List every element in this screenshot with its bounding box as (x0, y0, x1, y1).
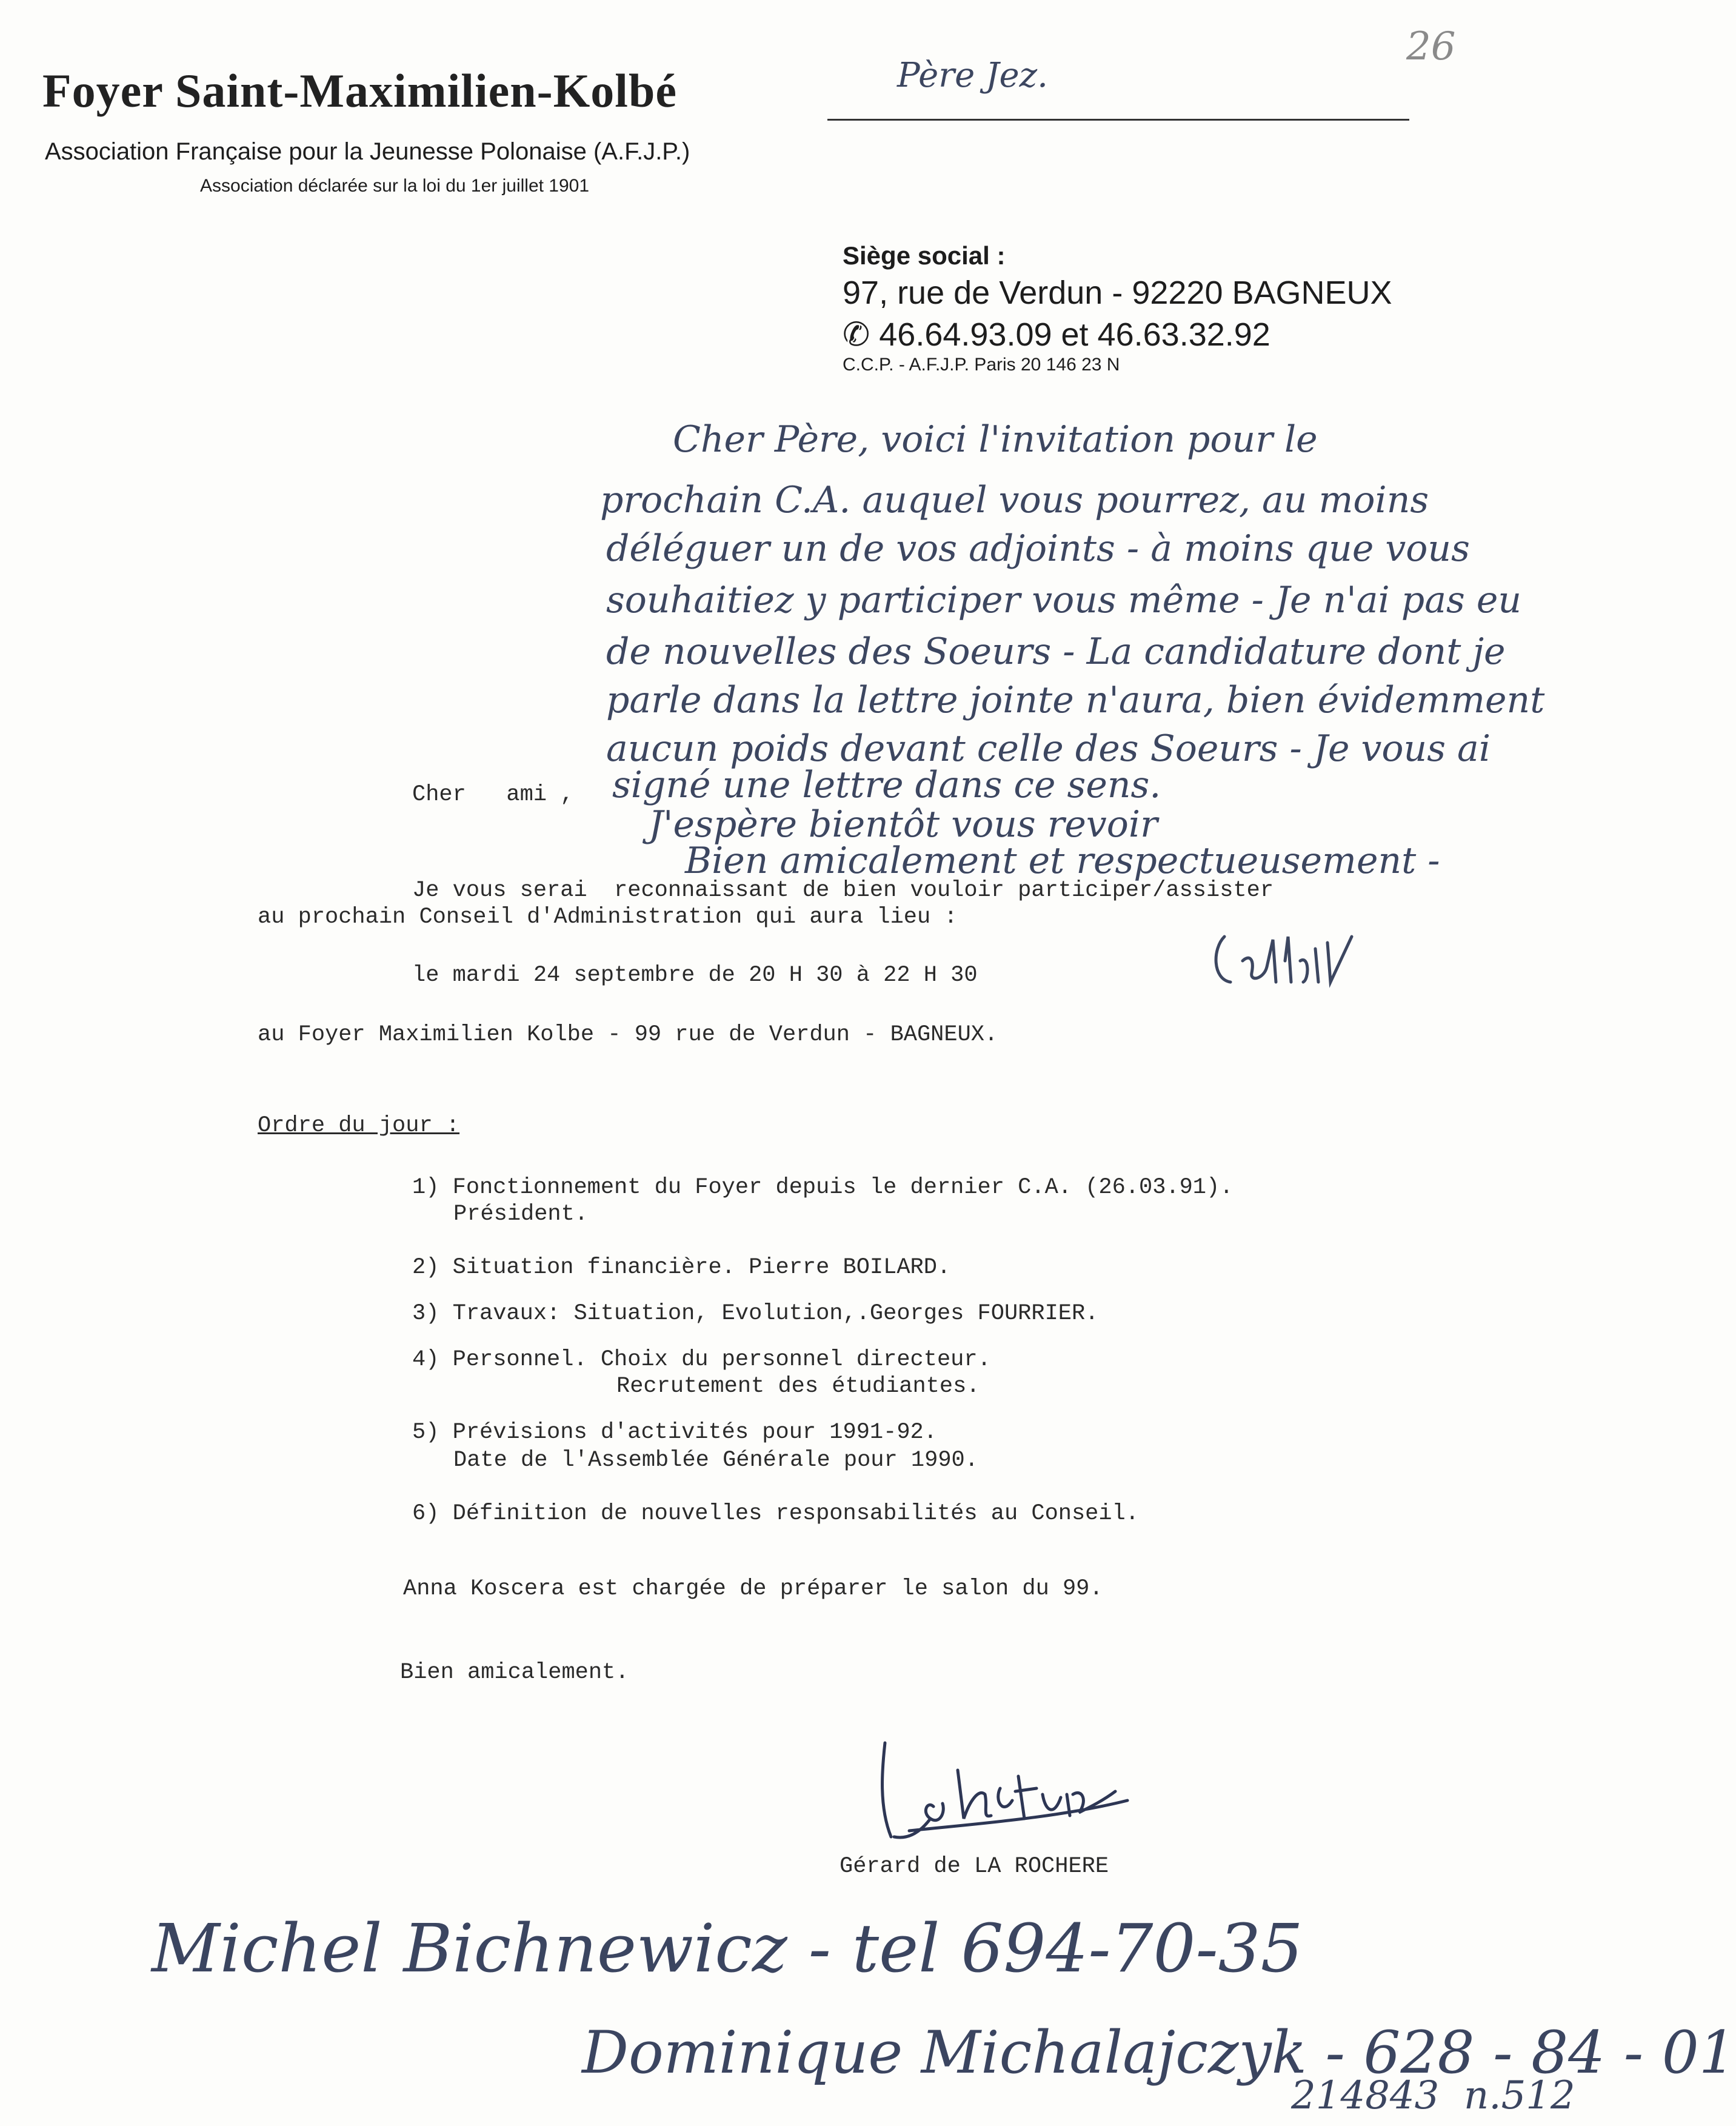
letterhead-rule (827, 119, 1409, 121)
intro-line-1: Je vous serai reconnaissant de bien vouloir participer/assister (412, 878, 1274, 903)
agenda-item: 3) Travaux: Situation, Evolution,.Georges FOURRIER. (412, 1301, 1099, 1326)
note-line: de nouvelles des Soeurs - La candidature dont je (606, 630, 1506, 673)
agenda-item-detail: Président. (453, 1202, 589, 1227)
agenda-item-detail: Date de l'Assemblée Générale pour 1990. (453, 1448, 978, 1473)
org-subtitle: Association Française pour la Jeunesse Polonaise (A.F.J.P.) (45, 138, 690, 165)
handwritten-recipient: Père Jez. (897, 56, 1048, 95)
siege-ccp: C.C.P. - A.F.J.P. Paris 20 146 23 N (843, 355, 1120, 375)
closing: Bien amicalement. (400, 1660, 629, 1685)
note-line: Cher Père, voici l'invitation pour le (673, 418, 1318, 461)
agenda-item-detail: Recrutement des étudiantes. (616, 1374, 980, 1399)
agenda-item: 5) Prévisions d'activités pour 1991-92. (412, 1420, 937, 1445)
handwritten-contact: Dominique Michalajczyk - 628 - 84 - 01 (582, 2019, 1736, 2087)
note-line: souhaitiez y participer vous même - Je n'ai pas eu (606, 579, 1521, 621)
agenda-item: 2) Situation financière. Pierre BOILARD. (412, 1255, 951, 1280)
org-name: Foyer Saint-Maximilien-Kolbé (42, 64, 677, 117)
agenda-item: 1) Fonctionnement du Foyer depuis le dernier C.A. (26.03.91). (412, 1175, 1234, 1200)
siege-phone: ✆ 46.64.93.09 et 46.63.32.92 (843, 316, 1270, 353)
note-line: aucun poids devant celle des Soeurs - Je vous ai (606, 727, 1491, 770)
agenda-title: Ordre du jour : (258, 1113, 460, 1138)
siege-address: 97, rue de Verdun - 92220 BAGNEUX (843, 275, 1392, 311)
meeting-place: au Foyer Maximilien Kolbe - 99 rue de Verdun - BAGNEUX. (258, 1022, 998, 1048)
meeting-date: le mardi 24 septembre de 20 H 30 à 22 H 30 (412, 963, 978, 988)
note-line: Bien amicalement et respectueusement - (685, 840, 1440, 882)
agenda-item: 6) Définition de nouvelles responsabilités au Conseil. (412, 1501, 1139, 1526)
initials-signature (1206, 924, 1358, 997)
signer-name: Gérard de LA ROCHERE (840, 1854, 1109, 1879)
siege-label: Siège social : (843, 241, 1006, 270)
handwritten-contact: Michel Bichnewicz - tel 694-70-35 (152, 1910, 1303, 1987)
greeting: Cher ami , (412, 782, 574, 807)
note-line: J'espère bientôt vous revoir (649, 803, 1158, 846)
main-signature (873, 1734, 1152, 1843)
page-number-pencil: 26 (1406, 24, 1456, 69)
note-line: déléguer un de vos adjoints - à moins que vous (606, 527, 1470, 570)
salon-note: Anna Koscera est chargée de préparer le salon du 99. (403, 1576, 1103, 1602)
org-declaration: Association déclarée sur la loi du 1er juillet 1901 (200, 176, 590, 196)
note-line: prochain C.A. auquel vous pourrez, au moins (600, 479, 1429, 521)
note-line: parle dans la lettre jointe n'aura, bien évidemment (606, 679, 1545, 721)
intro-line-2: au prochain Conseil d'Administration qui aura lieu : (258, 904, 958, 930)
agenda-item: 4) Personnel. Choix du personnel directeur. (412, 1347, 991, 1372)
note-line: signé une lettre dans ce sens. (612, 764, 1161, 806)
handwritten-number: 214843 n.512 (1291, 2073, 1575, 2118)
